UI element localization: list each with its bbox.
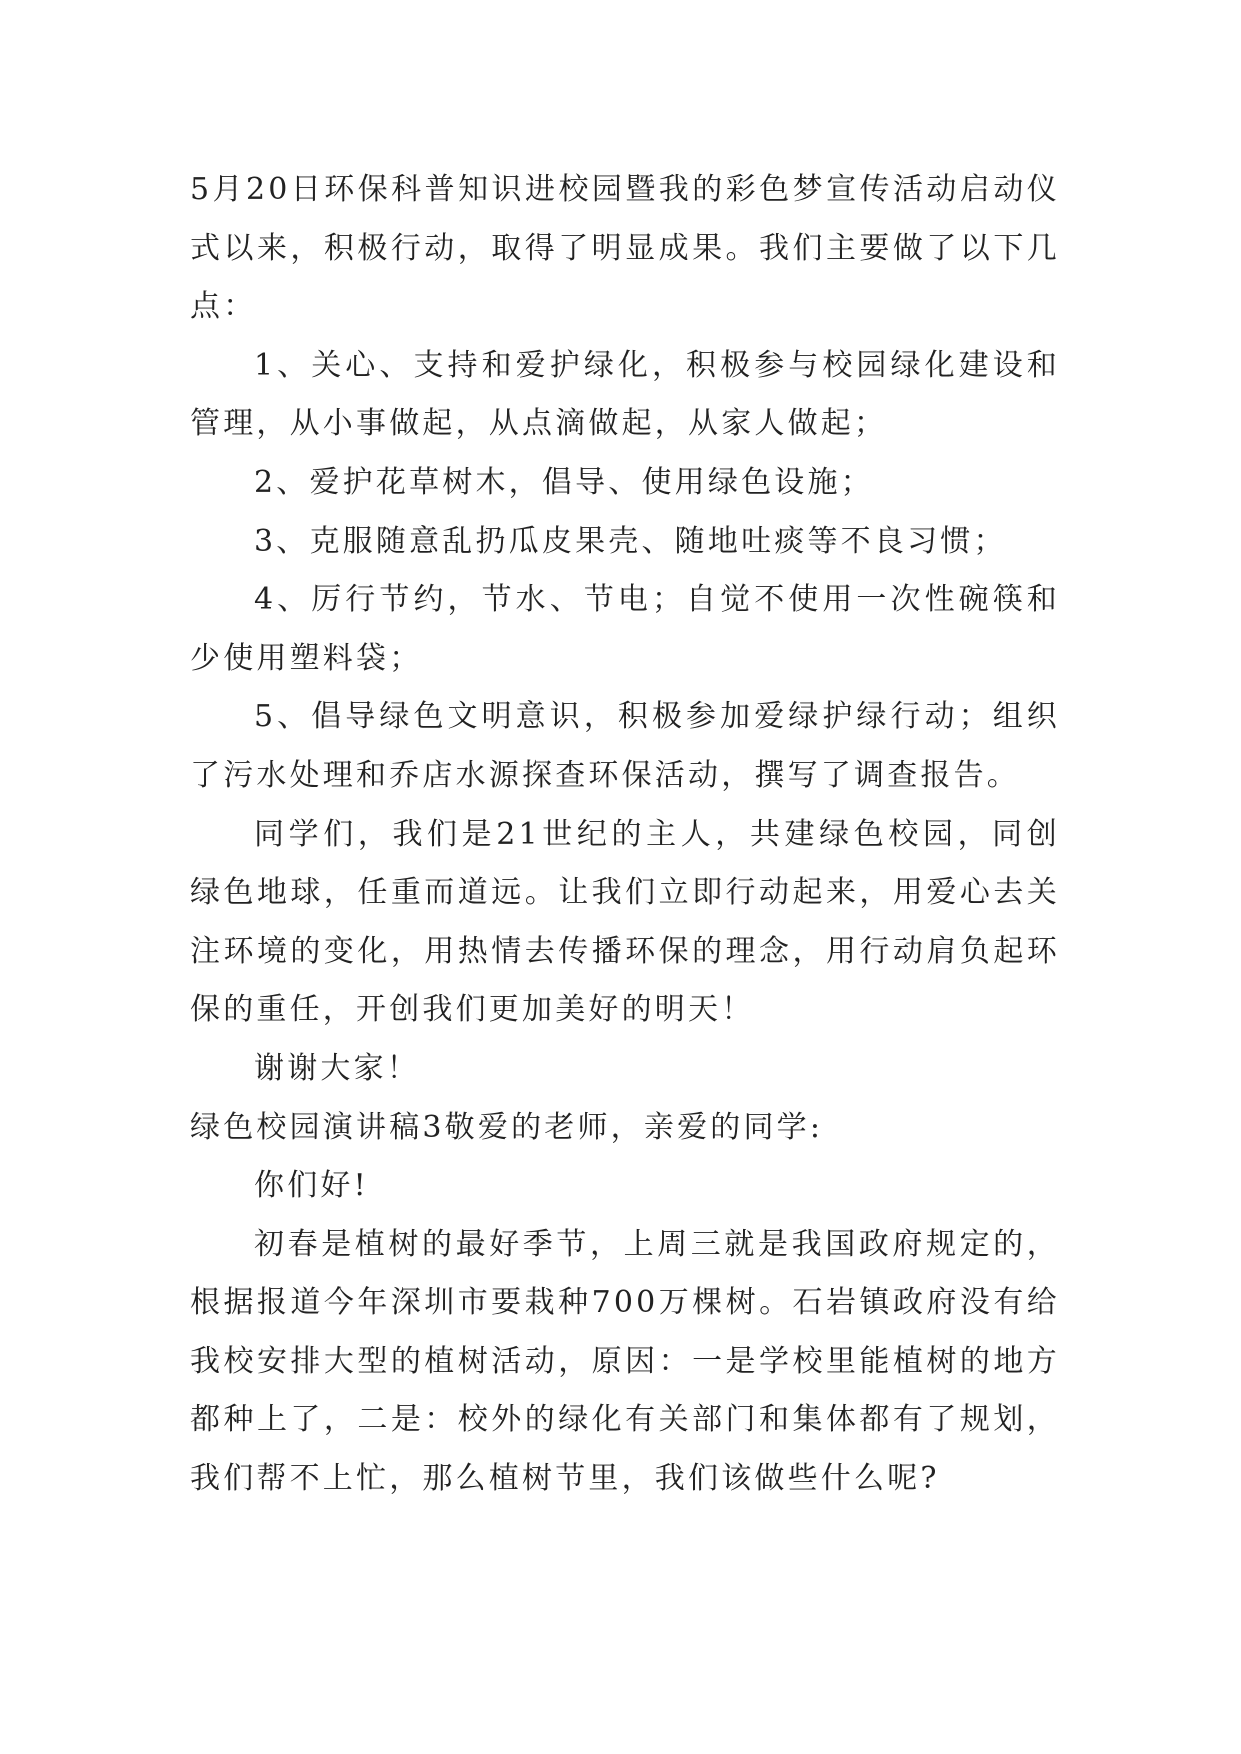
paragraph-appeal: 同学们，我们是21世纪的主人，共建绿色校园，同创绿色地球，任重而道远。让我们立即行动起来，用爱心去关注环境的变化，用热情去传播环保的理念，用行动肩负起环保的重任，开创我们更加美好的明天！: [190, 816, 1060, 1028]
paragraph-item-3: 3、克服随意乱扔瓜皮果壳、随地吐痰等不良习惯；: [254, 523, 1007, 559]
paragraph-greeting: 你们好!: [254, 1168, 369, 1204]
paragraph-spring: 初春是植树的最好季节，上周三就是我国政府规定的，根据报道今年深圳市要栽种700万棵树。石岩镇政府没有给我校安排大型的植树活动，原因：一是学校里能植树的地方都种上了，二是：校外的绿化有关部门和集体都有了规划，我们帮不上忙，那么植树节里，我们该做些什么呢?: [190, 1226, 1060, 1497]
paragraph-item-5: 5、倡导绿色文明意识，积极参加爱绿护绿行动；组织了污水处理和乔店水源探查环保活动，撰写了调查报告。: [190, 699, 1060, 793]
speech-heading: 绿色校园演讲稿3敬爱的老师，亲爱的同学:: [190, 1109, 824, 1145]
paragraph-item-2: 2、爱护花草树木，倡导、使用绿色设施；: [254, 464, 874, 500]
paragraph-item-1: 1、关心、支持和爱护绿化，积极参与校园绿化建设和管理，从小事做起，从点滴做起，从家人做起；: [190, 347, 1060, 442]
paragraph-intro: 5月20日环保科普知识进校园暨我的彩色梦宣传活动启动仪式以来，积极行动，取得了明显成果。我们主要做了以下几点：: [190, 172, 1060, 325]
paragraph-item-4: 4、厉行节约，节水、节电；自觉不使用一次性碗筷和少使用塑料袋；: [190, 582, 1060, 676]
document-body: [190, 161, 1060, 1509]
paragraph-thanks: 谢谢大家！: [254, 1050, 420, 1086]
